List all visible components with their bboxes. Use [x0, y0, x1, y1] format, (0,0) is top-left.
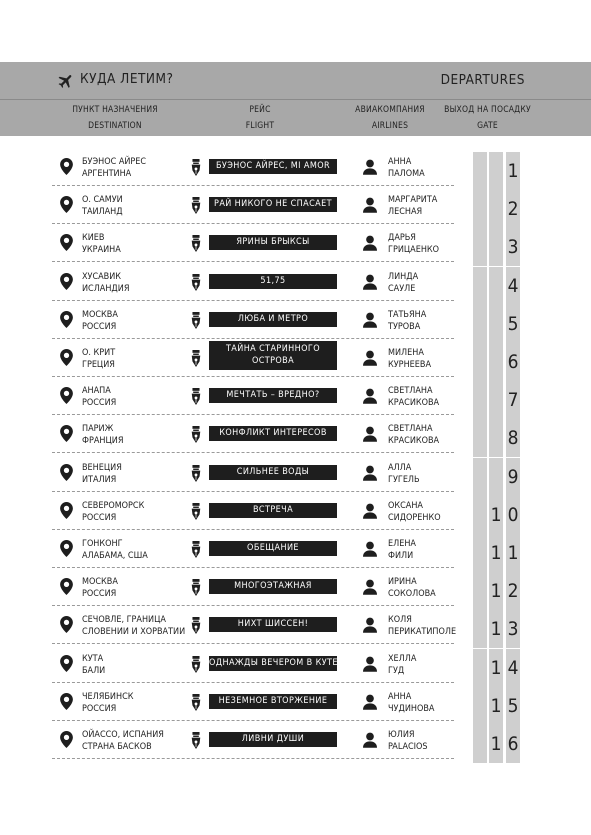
author-last-name: ГУГЕЛЬ: [388, 474, 420, 485]
pen-nib-icon: [190, 694, 202, 711]
flight-title: [209, 732, 337, 747]
person-icon: [363, 617, 377, 633]
flight-title: [209, 541, 337, 556]
author-first-name: ЕЛЕНА: [388, 539, 416, 549]
departure-row: [0, 228, 591, 266]
destination-country: РОССИЯ: [82, 703, 117, 714]
flight-title: [209, 197, 337, 212]
destination-text: [82, 691, 134, 715]
departure-row: [0, 343, 591, 381]
gate-digit-1: 1: [490, 542, 502, 564]
gate-digit-1: [489, 152, 503, 190]
airline-text: [388, 614, 456, 638]
flight-title-line-1: ОБЕЩАНИЕ: [247, 543, 299, 553]
destination-text: [82, 194, 123, 218]
flight-title-line-1: ВСТРЕЧА: [252, 504, 294, 515]
author-first-name: АННА: [388, 691, 412, 702]
destination-country: ФРАНЦИЯ: [82, 436, 124, 447]
destination-text: [82, 347, 115, 371]
departure-row: [0, 267, 591, 305]
destination-country: ТАИЛАНД: [82, 207, 123, 218]
destination-city: БУЭНОС АЙРЕС: [82, 157, 147, 167]
pen-nib-icon: [190, 235, 202, 252]
flight-title-line-1: ЛИВНИ ДУШИ: [241, 734, 305, 744]
destination-city: МОСКВА: [82, 577, 118, 588]
column-header-destination-ru: ПУНКТ НАЗНАЧЕНИЯ: [72, 105, 158, 115]
gate-digit-1: [489, 190, 503, 228]
map-pin-icon: [60, 464, 73, 481]
gate-digit-2: 4: [507, 656, 519, 679]
destination-city: КИЕВ: [82, 233, 105, 244]
pen-nib-icon: [190, 579, 202, 596]
destination-city: АНАПА: [82, 386, 111, 397]
destination-text: [82, 462, 122, 486]
map-pin-icon: [60, 731, 73, 748]
map-pin-icon: [60, 502, 73, 519]
gate-digit-2: 9: [507, 465, 519, 488]
destination-country: ИТАЛИЯ: [82, 474, 117, 485]
map-pin-icon: [60, 196, 73, 213]
row-divider: [52, 643, 454, 644]
column-header-destination: [60, 102, 170, 134]
row-divider: [52, 223, 454, 224]
destination-city: ПАРИЖ: [82, 424, 114, 435]
map-pin-icon: [60, 655, 73, 672]
destination-city: ВЕНЕЦИЯ: [82, 462, 122, 473]
airline-text: [388, 271, 418, 295]
column-header-airlines: [350, 102, 430, 134]
person-icon: [363, 656, 377, 672]
flight-title-line-2: ОСТРОВА: [251, 356, 295, 366]
author-last-name: ГРИЦАЕНКО: [388, 245, 440, 256]
pen-nib-icon: [190, 617, 202, 634]
row-divider: [52, 185, 454, 186]
destination-text: [82, 576, 118, 600]
author-last-name: ТУРОВА: [388, 321, 421, 332]
destination-country: СТРАНА БАСКОВ: [82, 742, 152, 752]
flight-title-line-1: ЛЮБА И МЕТРО: [237, 313, 309, 324]
pen-nib-icon: [190, 426, 202, 443]
person-icon: [363, 312, 377, 328]
pen-nib-icon: [190, 541, 202, 558]
flight-title: [209, 159, 337, 174]
author-first-name: ХЕЛЛА: [388, 653, 417, 664]
destination-text: [82, 156, 146, 180]
column-header-gate: [440, 102, 535, 134]
gate-cell-1: [473, 534, 487, 572]
pen-nib-icon: [190, 159, 202, 176]
destination-city: ХУСАВИК: [82, 271, 122, 282]
gate-cell-1: [473, 458, 487, 496]
destination-country: ИСЛАНДИЯ: [82, 283, 130, 294]
row-divider: [52, 300, 454, 301]
row-divider: [52, 261, 454, 262]
gate-digit-2: 3: [507, 618, 519, 641]
author-last-name: СИДОРЕНКО: [388, 512, 441, 523]
departure-row: [0, 152, 591, 190]
pen-nib-icon: [190, 197, 202, 214]
destination-country: ГРЕЦИЯ: [82, 360, 115, 370]
gate-cell-1: [473, 305, 487, 343]
gate-cell-1: [473, 228, 487, 266]
departure-row: [0, 572, 591, 610]
destination-country: АРГЕНТИНА: [82, 169, 132, 179]
column-header-gate-en: GATE: [477, 121, 498, 131]
gate-digit-1: 1: [490, 733, 502, 755]
row-divider: [52, 720, 454, 721]
destination-city: СЕВЕРОМОРСК: [82, 500, 145, 511]
gate-digit-1: 1: [490, 503, 502, 526]
destination-city: МОСКВА: [82, 309, 118, 320]
gate-cell-1: [473, 649, 487, 687]
author-first-name: ДАРЬЯ: [388, 233, 416, 244]
destination-city: КУТА: [82, 653, 104, 664]
departure-row: [0, 687, 591, 725]
gate-cell-1: [473, 419, 487, 457]
person-icon: [363, 235, 377, 251]
map-pin-icon: [60, 693, 73, 710]
author-last-name: КУРНЕЕВА: [388, 360, 431, 370]
row-divider: [52, 491, 454, 492]
author-last-name: КРАСИКОВА: [388, 398, 440, 409]
column-header-airlines-ru: АВИАКОМПАНИЯ: [355, 105, 425, 115]
map-pin-icon: [60, 578, 73, 595]
airline-text: [388, 691, 434, 715]
person-icon: [363, 541, 377, 557]
airline-text: [388, 462, 420, 486]
departure-row: [0, 190, 591, 228]
person-icon: [363, 159, 377, 175]
gate-cell-1: [473, 381, 487, 419]
author-first-name: МАРГАРИТА: [388, 195, 438, 206]
departure-row: [0, 649, 591, 687]
flight-title-line-1: РАЙ НИКОГО НЕ СПАСАЕТ: [214, 199, 332, 210]
author-first-name: ЮЛИЯ: [388, 730, 415, 740]
flight-title-line-1: ТАЙНА СТАРИННОГО: [225, 344, 321, 354]
destination-text: [82, 271, 129, 295]
column-header-flight: [230, 102, 290, 134]
pen-nib-icon: [190, 732, 202, 749]
gate-digit-2: 3: [507, 236, 519, 259]
departure-row: [0, 381, 591, 419]
gate-digit-1: 1: [490, 580, 502, 603]
pen-nib-icon: [190, 656, 202, 673]
gate-digit-2: 5: [507, 694, 519, 717]
flight-title-line-1: СИЛЬНЕЕ ВОДЫ: [236, 466, 310, 477]
gate-digit-1: 1: [490, 618, 502, 641]
author-last-name: ФИЛИ: [388, 551, 414, 561]
departure-row: [0, 496, 591, 534]
departure-row: [0, 419, 591, 457]
person-icon: [363, 388, 377, 404]
gate-digit-1: 1: [490, 656, 502, 679]
row-divider: [52, 452, 454, 453]
person-icon: [363, 426, 377, 442]
row-divider: [52, 414, 454, 415]
destination-country: БАЛИ: [82, 665, 106, 676]
person-icon: [363, 197, 377, 213]
gate-cell-1: [473, 267, 487, 305]
flight-title-line-1: ЯРИНЫ БРЫКСЫ: [236, 237, 310, 248]
page-title: КУДА ЛЕТИМ?: [80, 71, 174, 87]
column-header-gate-ru: ВЫХОД НА ПОСАДКУ: [444, 105, 531, 115]
gate-cell-1: [473, 496, 487, 534]
pen-nib-icon: [190, 388, 202, 405]
column-header-destination-en: DESTINATION: [88, 121, 142, 131]
author-last-name: КРАСИКОВА: [388, 436, 440, 447]
author-first-name: ЛИНДА: [388, 271, 419, 282]
gate-digit-1: [489, 419, 503, 457]
column-header-airlines-en: AIRLINES: [371, 121, 409, 131]
airline-text: [388, 156, 425, 180]
row-divider: [52, 682, 454, 683]
gate-cell-1: [473, 725, 487, 763]
person-icon: [363, 503, 377, 519]
flight-title-line-1: МЕЧТАТЬ – ВРЕДНО?: [226, 390, 320, 401]
gate-digit-2: 5: [507, 312, 519, 335]
gate-digit-2: 2: [507, 198, 519, 221]
flight-title: [209, 465, 337, 480]
airline-text: [388, 194, 437, 218]
destination-text: [82, 538, 148, 562]
airline-text: [388, 500, 441, 524]
destination-text: [82, 423, 123, 447]
author-last-name: ГУД: [388, 665, 405, 676]
person-icon: [363, 350, 377, 366]
gate-cell-1: [473, 152, 487, 190]
gate-digit-1: [489, 458, 503, 496]
flight-title: [209, 341, 337, 370]
map-pin-icon: [60, 349, 73, 366]
flight-title: [209, 694, 337, 709]
destination-text: [82, 385, 116, 409]
gate-cell-1: [473, 610, 487, 648]
flight-title-line-1: НЕЗЕМНОЕ ВТОРЖЕНИЕ: [218, 695, 328, 706]
gate-digit-1: [489, 267, 503, 305]
destination-country: РОССИЯ: [82, 321, 117, 332]
author-last-name: ЛЕСНАЯ: [388, 207, 423, 218]
destination-text: [82, 614, 185, 638]
destination-text: [82, 653, 105, 677]
destination-country: СЛОВЕНИИ И ХОРВАТИИ: [82, 627, 186, 638]
flight-title: [209, 388, 337, 403]
flight-title-line-1: БУЭНОС АЙРЕС, MI AMOR: [215, 161, 331, 171]
gate-digit-1: [489, 228, 503, 266]
flight-title-line-1: КОНФЛИКТ ИНТЕРЕСОВ: [219, 428, 327, 439]
author-last-name: PALACIOS: [388, 742, 428, 752]
flight-title: [209, 617, 337, 632]
map-pin-icon: [60, 616, 73, 633]
author-first-name: ОКСАНА: [388, 500, 423, 511]
flight-title: [209, 579, 337, 594]
author-last-name: ПАЛОМА: [388, 169, 425, 179]
person-icon: [363, 694, 377, 710]
map-pin-icon: [60, 234, 73, 251]
gate-digit-1: 1: [490, 694, 502, 717]
airline-text: [388, 309, 426, 333]
header-title-row: [0, 62, 591, 100]
gate-digit-2: 1: [507, 542, 519, 564]
row-divider: [52, 529, 454, 530]
row-divider: [52, 567, 454, 568]
departure-row: [0, 534, 591, 572]
column-header-flight-ru: РЕЙС: [249, 105, 271, 115]
destination-city: О. САМУИ: [82, 195, 123, 206]
gate-cell-1: [473, 190, 487, 228]
gate-digit-2: 1: [507, 160, 519, 182]
destination-text: [82, 232, 121, 256]
author-last-name: ЧУДИНОВА: [388, 703, 435, 714]
column-header-flight-en: FLIGHT: [245, 121, 275, 131]
map-pin-icon: [60, 540, 73, 557]
airplane-icon: [56, 72, 76, 90]
pen-nib-icon: [190, 350, 202, 367]
departures-header: [0, 62, 591, 136]
destination-text: [82, 729, 164, 753]
map-pin-icon: [60, 158, 73, 175]
airline-text: [388, 385, 439, 409]
row-divider: [52, 605, 454, 606]
flight-title-line-1: МНОГОЭТАЖНАЯ: [234, 581, 312, 592]
map-pin-icon: [60, 311, 73, 328]
destination-city: ОЙАССО, ИСПАНИЯ: [82, 730, 164, 740]
destination-text: [82, 309, 118, 333]
flight-title: [209, 274, 337, 289]
departure-row: [0, 725, 591, 763]
flight-title: [209, 503, 337, 518]
gate-digit-1: [489, 381, 503, 419]
gate-digit-2: 7: [507, 389, 519, 412]
person-icon: [363, 465, 377, 481]
author-first-name: СВЕТЛАНА: [388, 386, 433, 397]
departure-row: [0, 305, 591, 343]
author-last-name: ПЕРИКАТИПОЛЕ: [388, 627, 457, 638]
pen-nib-icon: [190, 465, 202, 482]
pen-nib-icon: [190, 312, 202, 329]
gate-cell-1: [473, 687, 487, 725]
person-icon: [363, 732, 377, 748]
author-first-name: МИЛЕНА: [388, 348, 424, 358]
destination-country: РОССИЯ: [82, 398, 117, 409]
destination-country: АЛАБАМА, США: [82, 551, 148, 561]
gate-digit-2: 8: [507, 427, 519, 450]
row-divider: [52, 376, 454, 377]
airline-text: [388, 347, 431, 371]
airline-text: [388, 729, 428, 753]
airline-text: [388, 538, 416, 562]
gate-digit-2: 0: [507, 503, 519, 526]
destination-country: РОССИЯ: [82, 512, 117, 523]
gate-digit-2: 6: [507, 351, 519, 373]
gate-digit-2: 4: [507, 274, 519, 297]
destination-city: ЧЕЛЯБИНСК: [82, 691, 134, 702]
map-pin-icon: [60, 387, 73, 404]
author-first-name: АЛЛА: [388, 462, 412, 473]
flight-title: [209, 235, 337, 250]
airline-text: [388, 423, 439, 447]
destination-city: ГОНКОНГ: [82, 539, 123, 549]
person-icon: [363, 274, 377, 290]
flight-title: [209, 426, 337, 441]
destination-text: [82, 500, 144, 524]
author-last-name: СОКОЛОВА: [388, 589, 436, 600]
pen-nib-icon: [190, 503, 202, 520]
map-pin-icon: [60, 425, 73, 442]
gate-digit-1: [489, 305, 503, 343]
airline-text: [388, 232, 439, 256]
flight-title-line-1: ОДНАЖДЫ ВЕЧЕРОМ В КУТЕ: [209, 657, 338, 668]
author-first-name: КОЛЯ: [388, 615, 412, 626]
airline-text: [388, 576, 436, 600]
flight-title: [209, 656, 337, 671]
destination-country: РОССИЯ: [82, 589, 117, 600]
destination-city: СЕЧОВЛЕ, ГРАНИЦА: [82, 615, 166, 626]
gate-digit-2: 6: [507, 733, 519, 755]
row-divider: [52, 338, 454, 339]
author-first-name: АННА: [388, 157, 412, 167]
author-first-name: ТАТЬЯНА: [388, 309, 427, 320]
row-divider: [52, 758, 454, 759]
departures-label: DEPARTURES: [440, 72, 525, 88]
gate-cell-1: [473, 572, 487, 610]
destination-city: О. КРИТ: [82, 348, 116, 358]
flight-title-line-1: НИХТ ШИССЕН!: [237, 619, 309, 630]
gate-digit-1: [489, 343, 503, 381]
person-icon: [363, 579, 377, 595]
airline-text: [388, 653, 416, 677]
author-last-name: САУЛЕ: [388, 283, 416, 294]
author-first-name: СВЕТЛАНА: [388, 424, 433, 435]
author-first-name: ИРИНА: [388, 577, 417, 588]
map-pin-icon: [60, 273, 73, 290]
gate-digit-2: 2: [507, 580, 519, 603]
departure-row: [0, 610, 591, 648]
pen-nib-icon: [190, 274, 202, 291]
departure-row: [0, 458, 591, 496]
destination-country: УКРАИНА: [82, 245, 121, 256]
flight-title: [209, 312, 337, 327]
gate-cell-1: [473, 343, 487, 381]
flight-title-line-1: 51,75: [260, 275, 286, 286]
